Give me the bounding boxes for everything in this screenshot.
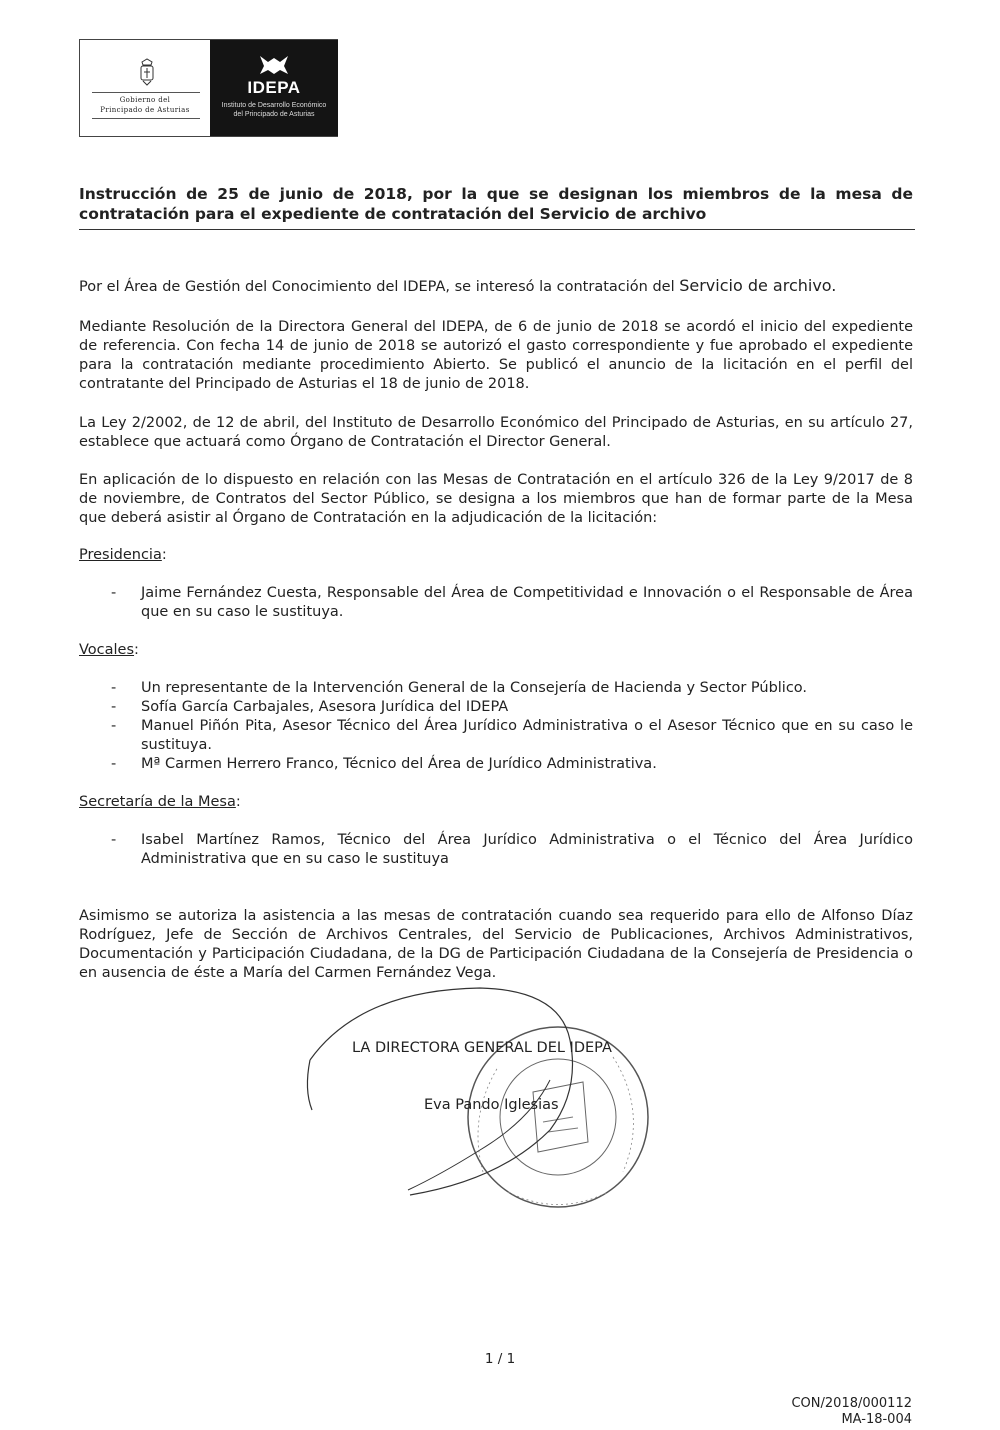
paragraph-2: Mediante Resolución de la Directora General del IDEPA, de 6 de junio de 2018 se acordó el inicio del expediente de referencia. Con fecha 14 de junio de 2018 se autorizó el gasto correspondiente y fue aprobado el expediente para la contratación mediante procedimiento Abierto. Se publicó el anuncio de la licitación en el perfil del contratante del Principado de Asturias el 18 de junio de 2018. <box>79 319 913 392</box>
paragraph-4: En aplicación de lo dispuesto en relación con las Mesas de Contratación en el artículo 326 de la Ley 9/2017 de 8 de noviembre, de Contratos del Sector Público, se designa a los miembros que han de formar parte de la Mesa que deberá asistir al Órgano de Contratación en la adjudicación de la licitación: <box>79 472 913 526</box>
list-dash: - <box>111 718 117 734</box>
reference-code-2: MA-18-004 <box>841 1412 912 1427</box>
idepa-name: IDEPA <box>247 78 301 97</box>
paragraph-1-text: Por el Área de Gestión del Conocimiento del IDEPA, se interesó la contratación del <box>79 279 675 295</box>
government-logo <box>80 40 210 136</box>
secretaria-member: Isabel Martínez Ramos, Técnico del Área Jurídico Administrativa o el Técnico del Área Jurídico Administrativa que en su caso le sustituya <box>141 832 913 867</box>
gov-name-line2: Principado de Asturias <box>100 106 190 114</box>
page-number: 1 / 1 <box>484 1351 516 1367</box>
section-presidencia <box>79 546 167 565</box>
gov-divider-top <box>92 92 200 93</box>
gov-divider-bottom <box>92 118 200 119</box>
section-secretaria-colon: : <box>235 794 241 810</box>
paragraph-5: Asimismo se autoriza la asistencia a las mesas de contratación cuando sea requerido para ello de Alfonso Díaz Rodríguez, Jefe de Sección de Archivos Centrales, del Servicio de Publicaciones, Archivos Administrativos, Documentación y Participación Ciudadana, de la DG de Participación Ciudadana de la Consejería de Presidencia o en ausencia de éste a María del Carmen Fernández Vega. <box>79 908 913 981</box>
paragraph-1-service: Servicio de archivo. <box>679 276 837 295</box>
reference-code-1: CON/2018/000112 <box>791 1396 912 1411</box>
section-secretaria-label: Secretaría de la Mesa <box>79 794 236 810</box>
presidencia-member: Jaime Fernández Cuesta, Responsable del Área de Competitividad e Innovación o el Responsable de Área que en su caso le sustituya. <box>141 585 913 620</box>
gov-name-line1: Gobierno del <box>119 96 171 104</box>
section-vocales-label: Vocales <box>79 642 135 658</box>
vocal-member-4: Mª Carmen Herrero Franco, Técnico del Área de Jurídico Administrativa. <box>141 756 657 772</box>
vocal-member-3: Manuel Piñón Pita, Asesor Técnico del Área Jurídico Administrativa o el Asesor Técnico que en su caso le sustituya. <box>141 718 913 753</box>
section-vocales-colon: : <box>134 642 139 658</box>
title-underline <box>79 229 915 230</box>
signature-name: Eva Pando Iglesias <box>424 1097 559 1113</box>
section-secretaria <box>79 793 241 812</box>
paragraph-3: La Ley 2/2002, de 12 de abril, del Instituto de Desarrollo Económico del Principado de Asturias, en su artículo 27, establece que actuará como Órgano de Contratación el Director General. <box>79 415 913 450</box>
list-dash: - <box>111 699 117 715</box>
idepa-logo <box>210 40 338 136</box>
section-presidencia-label: Presidencia <box>79 547 162 563</box>
crest-icon <box>138 58 156 86</box>
list-dash: - <box>111 756 117 772</box>
header-logo <box>79 39 338 137</box>
document-title: Instrucción de 25 de junio de 2018, por la que se designan los miembros de la mesa de contratación para el expediente de contratación del Servicio de archivo <box>79 185 913 223</box>
idepa-symbol-icon <box>258 54 290 76</box>
vocal-member-2: Sofía García Carbajales, Asesora Jurídica del IDEPA <box>141 699 509 715</box>
list-dash: - <box>111 832 117 848</box>
section-vocales <box>79 641 139 660</box>
list-dash: - <box>111 585 117 601</box>
paragraph-1 <box>79 276 913 297</box>
list-dash: - <box>111 680 117 696</box>
vocal-member-1: Un representante de la Intervención General de la Consejería de Hacienda y Sector Público. <box>141 680 808 696</box>
section-presidencia-colon: : <box>161 547 167 563</box>
idepa-subtitle-1: Instituto de Desarrollo Económico <box>221 102 327 109</box>
idepa-subtitle-2: del Principado de Asturias <box>233 111 315 118</box>
signature-role: LA DIRECTORA GENERAL DEL IDEPA <box>352 1040 612 1056</box>
handwritten-signature <box>300 970 660 1210</box>
